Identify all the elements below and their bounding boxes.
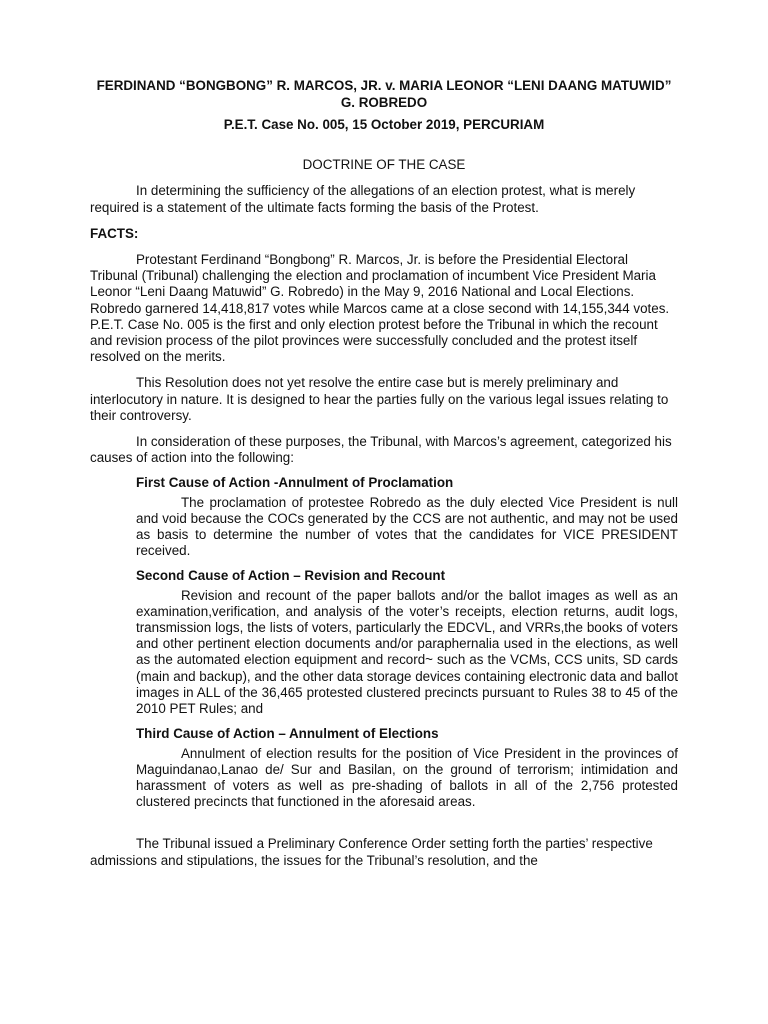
case-title: FERDINAND “BONGBONG” R. MARCOS, JR. v. MARIA LEONOR “LENI DAANG MATUWID” G. ROBREDO [96, 78, 672, 110]
facts-paragraph-3: In consideration of these purposes, the Tribunal, with Marcos’s agreement, categorized his causes of action into the following: [90, 434, 672, 466]
doctrine-heading: DOCTRINE OF THE CASE [302, 157, 466, 173]
cause-2-text: Revision and recount of the paper ballots and/or the ballot images as well as an examination,verification, and analysis of the voter’s receipts, election returns, audit logs, transmission logs, the lists of voters, particularly the EDCVL, and VRRs,the books of voters and other pertinent election documents and/or paraphernalia used in the elections, as well as the automated election equipment and record~ such as the VCMs, CCS units, SD cards (main and backup), and the other data storage devices containing electronic data and ballot images in ALL of the 36,465 protested clustered precincts pursuant to Rules 38 to 45 of the 2010 PET Rules; and [136, 587, 678, 717]
facts-heading: FACTS: [90, 225, 139, 241]
facts-paragraph-1: Protestant Ferdinand “Bongbong” R. Marcos, Jr. is before the Presidential Electoral Tribunal (Tribunal) challenging the election and proclamation of incumbent Vice President Maria Leonor “Leni Daang Matuwid” G. Robredo) in the May 9, 2016 National and Local Elections. Robredo garnered 14,418,817 votes while Marcos came at a close second with 14,155,344 votes. P.E.T. Case No. 005 is the first and only election protest before the Tribunal in which the recount and revision process of the pilot provinces were successfully concluded and the protest itself resolved on the merits. [90, 252, 670, 365]
facts-paragraph-2: This Resolution does not yet resolve the entire case but is merely preliminary and interlocutory in nature. It is designed to hear the parties fully on the various legal issues relating to their controversy. [90, 375, 669, 423]
document-page [90, 78, 678, 869]
cause-3-text: Annulment of election results for the position of Vice President in the provinces of Maguindanao,Lanao de/ Sur and Basilan, on the ground of terrorism; intimidation and harassment of voters as well as pre-shading of ballots in all of the 2,756 protested clustered precincts that functioned in the aforesaid areas. [136, 745, 678, 810]
case-citation: P.E.T. Case No. 005, 15 October 2019, PERCURIAM [223, 117, 545, 132]
cause-3-heading: Third Cause of Action – Annulment of Elections [136, 726, 439, 742]
cause-1-heading: First Cause of Action -Annulment of Proclamation [136, 475, 454, 491]
closing-paragraph: The Tribunal issued a Preliminary Conference Order setting forth the parties’ respective admissions and stipulations, the issues for the Tribunal’s resolution, and the [90, 836, 653, 868]
doctrine-text: In determining the sufficiency of the allegations of an election protest, what is merely required is a statement of the ultimate facts forming the basis of the Protest. [90, 183, 636, 215]
cause-1-text: The proclamation of protestee Robredo as the duly elected Vice President is null and void because the COCs generated by the CCS are not authentic, and may not be used as basis to determine the number of votes that the candidates for VICE PRESIDENT received. [136, 494, 678, 559]
cause-2-heading: Second Cause of Action – Revision and Recount [136, 568, 446, 584]
